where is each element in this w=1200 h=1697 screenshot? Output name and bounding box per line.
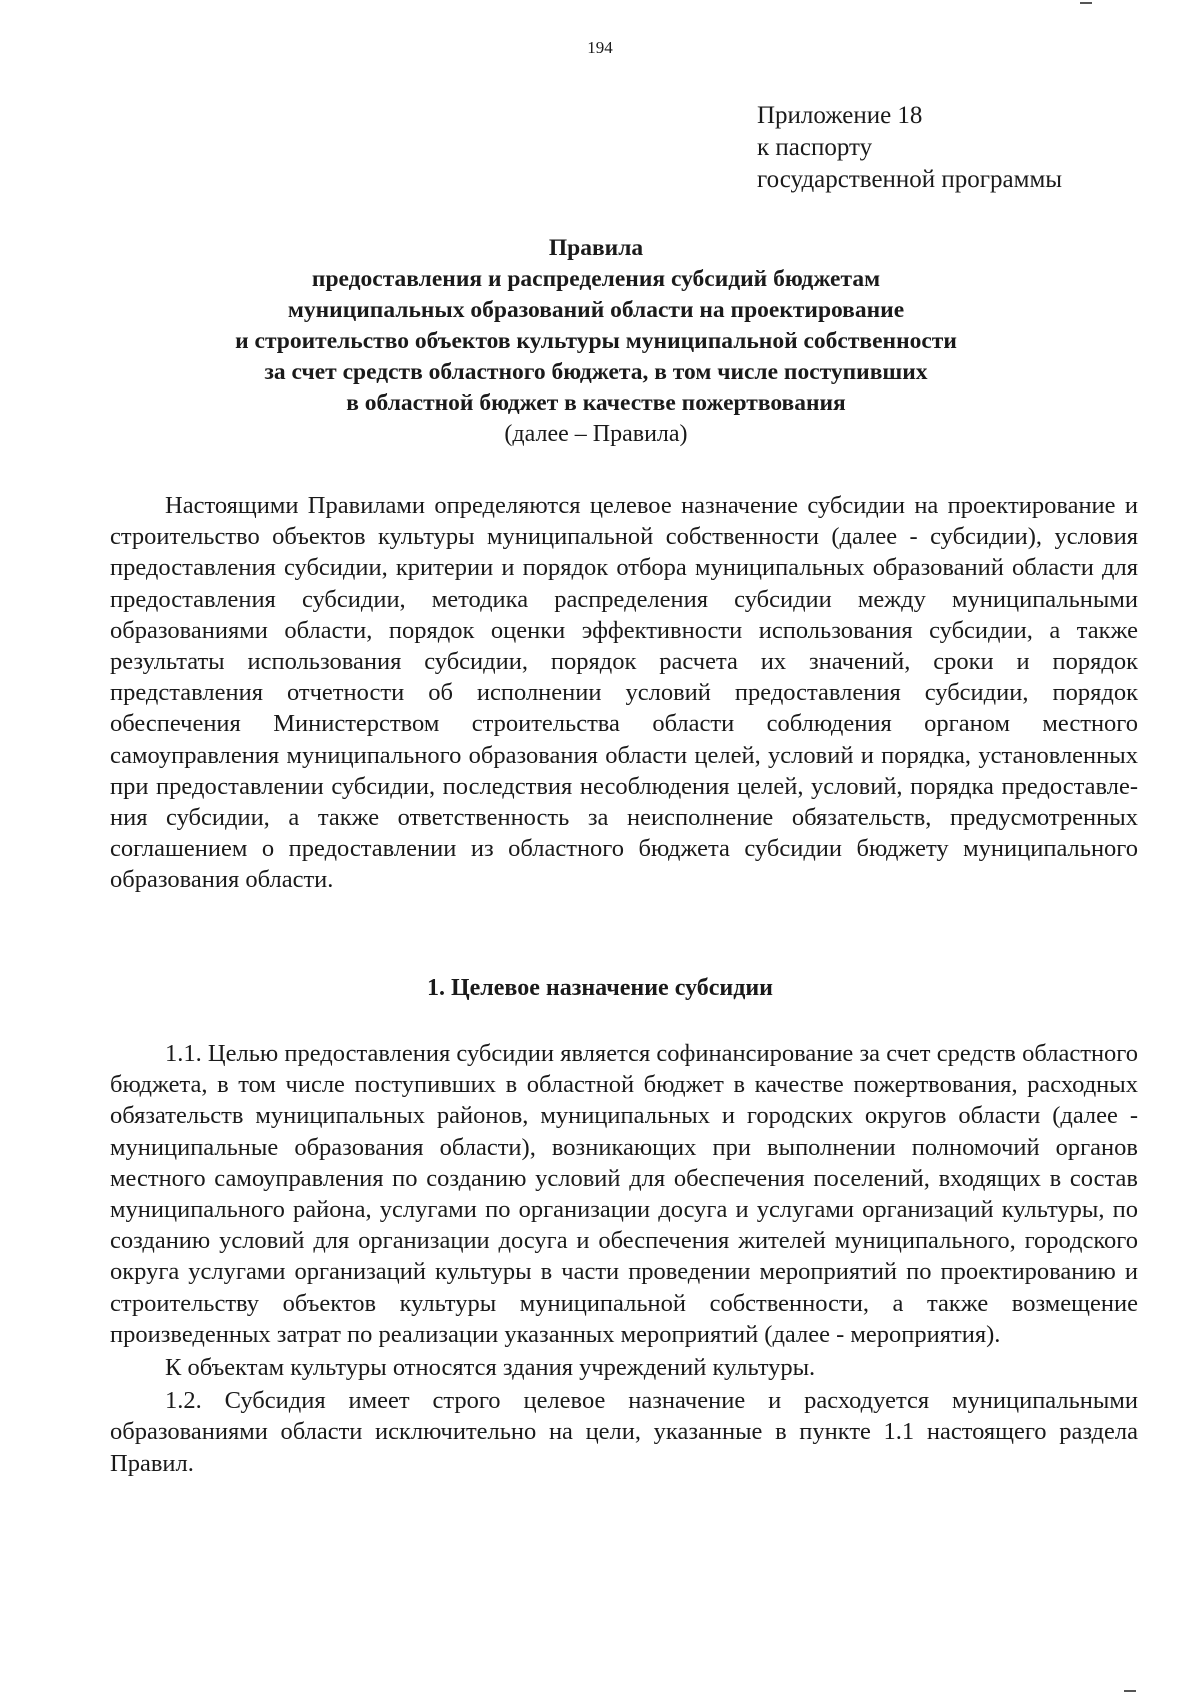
section-1-heading: 1. Целевое назначение субсидии: [426, 975, 774, 1001]
appendix-line-1: Приложение 18: [757, 102, 923, 129]
paragraph-culture-objects: К объектам культуры относятся здания учреждений культуры.: [165, 1354, 816, 1382]
paragraph-1-2: 1.2. Субсидия имеет строго целевое назначение и расходуется муниципальными образованиями области исключительно на цели, указанные в пункте 1.1 настоящего раздела Правил.: [110, 1387, 1138, 1477]
scan-edge-mark: [1080, 2, 1092, 4]
appendix-line-3: государственной программы: [757, 166, 1063, 193]
appendix-label: [757, 100, 1062, 196]
title-line-6: в областной бюджет в качестве пожертвования: [346, 390, 846, 416]
title-line-3: муниципальных образований области на проектирование: [287, 297, 905, 323]
intro-paragraph: Настоящими Правилами определяются целевое назначение субсидии на проектирование и строительство объектов культуры муниципальной собственности (далее - субсидии), условия предоставления субсидии, критерии и порядок отбора муниципальных образований области для предоставления субсидии, методика распределения субсидии между муниципальными образованиями области, порядок оценки эффективности использования субсидии, а также результаты использования субсидии, порядок расчета их значений, сроки и порядок представления отчетности об исполнении условий предоставления субсидии, порядок обеспечения Министерством строительства области соблюдения органом местного самоуправления муниципального образования области целей, условий и порядка, установленных при предоставлении субсидии, последствия несоблюдения целей, условий, порядка предоставления субсидии, а также ответственность за неисполнение обязательств, предусмотренных соглашением о предоставлении из областного бюджета субсидии бюджету муниципального образования области.: [110, 492, 1138, 894]
title-line-4: и строительство объектов культуры муниципальной собственности: [235, 328, 957, 354]
paragraph-1-1: 1.1. Целью предоставления субсидии является софинансирование за счет средств областного бюджета, в том числе поступивших в областной бюджет в качестве пожертвования, расходных обязательств муниципальных районов, муниципальных и городских округов области (далее - муниципальные образования области), возникающих при выполнении полномочий органов местного самоуправления по созданию условий для обеспечения поселений, входящих в состав муниципального района, услугами по организации досуга и услугами организаций культуры, по созданию условий для организации досуга и обеспечения жителей муниципального, городского округа услугами организаций культуры в части проведении мероприятий по проектированию и строительству объектов культуры муниципальной собственности, а также возмещение произведенных затрат по реализации указанных мероприятий (далее - мероприятия).: [110, 1040, 1138, 1348]
scan-edge-mark: [1124, 1690, 1136, 1692]
page-number: 194: [587, 38, 613, 57]
title-note: (далее – Правила): [504, 421, 688, 447]
document-title: [120, 233, 1072, 450]
title-line-2: предоставления и распределения субсидий бюджетам: [311, 266, 881, 292]
intro-block: [110, 490, 1138, 896]
title-line-1: Правила: [548, 235, 644, 261]
title-line-5: за счет средств областного бюджета, в том числе поступивших: [264, 359, 928, 385]
appendix-line-2: к паспорту: [757, 134, 873, 161]
section-1-body: [110, 1038, 1138, 1479]
